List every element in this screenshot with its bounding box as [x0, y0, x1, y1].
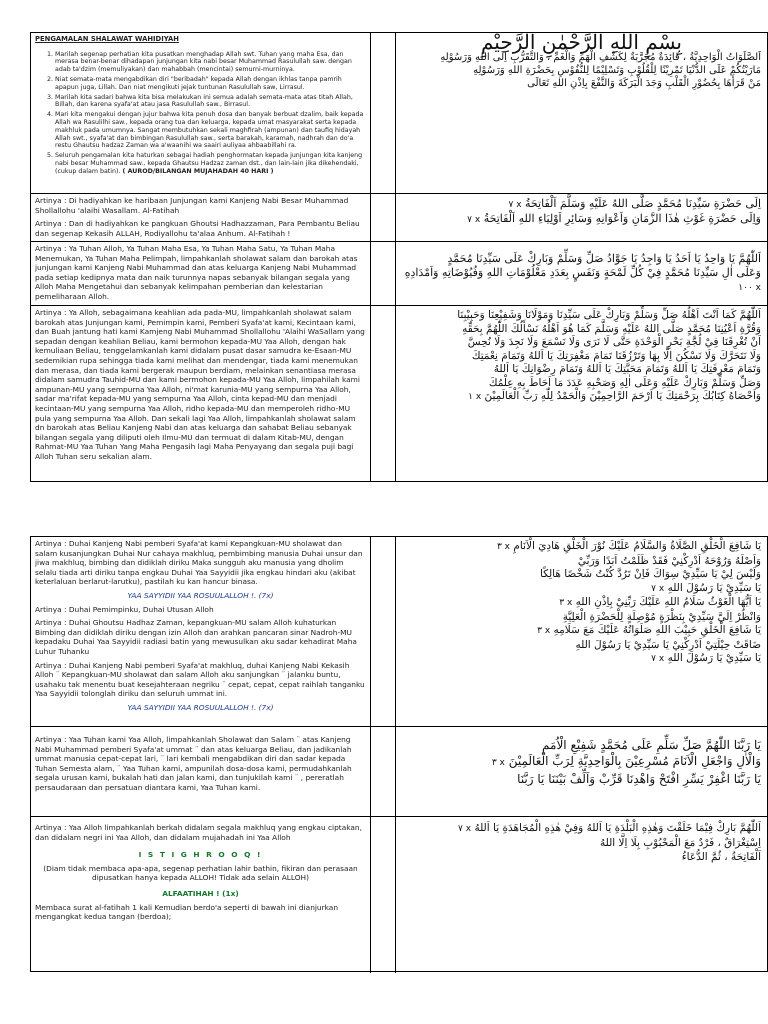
page-1-table: [30, 32, 768, 482]
artinya-2: Artinya : Ya Tuhan Alloh, Ya Tuhan Maha Esa, Ya Tuhan Maha Satu, Ya Tuhan Maha Menemukan, Ya Tuhan Maha Pelimpah, limpahkanlah sholawat salam dan barokah atas junjungan kami Kanjeng Nabi Muhammad dan atas keluarga Kanjeng Nabi Muhammad pada setiap kedipnya mata dan naik turunnya napas sebanyak bilangan segala yang Alloh Maha Mengetahui dan sebanyak kelimpahan pemberian dan kelestarian pemeliharaan Alloh.: [35, 244, 358, 301]
fatihah-cell: [31, 194, 371, 241]
intro-item-2: 2. Niat semata-mata mengabdikan diri "beribadah" kepada Allah dengan ikhlas tanpa pamrih apapun juga, Lillah. Dan niat mengikuti jejak tuntunan Rasulullah saw, Lirrasul.: [55, 76, 366, 92]
artinya-4b: Artinya : Duhai Pemimpinku, Duhai Utusan Alloh: [35, 604, 214, 614]
row-sholawat-2: [31, 306, 767, 481]
arabic-istighrooq: اَللّٰهُمَّ بَارِكْ فِيْمَا خَلَقْتَ وَهٰذِهِ الْبَلْدَةِ يَا اَللهُ وَفِيْ هٰذِهِ الْمُجَاهَدَةِ يَا اَللهُ x ٧ اِسْتِغْرَاقٌ ، فَرْدٌ مَعَ الْمَحْبُوْبِ بِلَا اِلَّا اللهُ اَلْفَاتِحَةُ ، ثُمَّ الدُّعَاءُ: [458, 822, 761, 863]
gap-cell: [371, 537, 396, 726]
row-nida: [31, 537, 767, 727]
arabic-doa-ummat: يَا رَبَّنَا اللّٰهُمَّ صَلِّ سَلِّمِ عَلَى مُحَمَّدٍ شَفِيْعِ الْاُمَمِ وَالْاٰلِ وَاجْعَلِ الْاَنَامَ مُسْرِعِيْنَ بِالْوَاحِدِيَّةِ لِرَبِّ الْعَالَمِيْنَ x ٣ يَا رَبَّنَا اغْفِرْ يَسِّرِ افْتَحْ وَاهْدِنَا قَرِّبْ وَاَلِّفْ بَيْنَنَا يَا رَبَّنَا: [491, 738, 761, 786]
arabic-fatihah: اِلَى حَضْرَةِ سَيِّدِنَا مُحَمَّدٍ صَلَّى اللهُ عَلَيْهِ وَسَلَّمَ اَلْفَاتِحَةُ x ٧ وَاِلَى حَضْرَةِ غَوْثِ هٰذَا الزَّمَانِ وَاَعْوَانِهِ وَسَائِرِ اَوْلِيَاءِ اللهِ اَلْفَاتِحَةُ x ٧: [467, 197, 761, 225]
bismillah-text: بِسْمِ اللهِ الرَّحْمٰنِ الرَّحِيْمِ: [480, 33, 682, 54]
intro-item-4: 4. Mari kita mengakui dengan jujur bahwa kita penuh dosa dan banyak berbuat dzalim, baik kepada Allah wa Rasulilhi saw., kepada orang tua dan keluarga, kepada umat masyarakat serta kepada makhluk pada umumnya. Sangat membutuhkan sekali maghfirah (ampunan) dan taufiq hidayah Allah swt., syafa'at dan bimbingan Rasulullah saw., serta barakah, karamah, nadhrah dan do'a restu Ghautsu hadzaz Zaman wa a'waanihi wa saairi auliyaa ahbaabillahi ra.: [55, 111, 366, 150]
refrain-2: YAA SAYYIDII YAA ROSUULALLOH !. (7x): [127, 702, 274, 712]
alfaatihah-heading: ALFAATIHAH ! (1x): [162, 888, 239, 898]
row-fatihah: [31, 194, 767, 242]
arabic-sholawat-2: اَللّٰهُمَّ كَمَا اَنْتَ اَهْلُهُ صَلِّ وَسَلِّمْ وَبَارِكْ عَلَى سَيِّدِنَا وَمَوْلَانَا وَشَفِيْعِنَا وَحَبِيْبِنَا وَقُرَّةِ اَعْيُنِنَا مُحَمَّدٍ صَلَّى اللهُ عَلَيْهِ وَسَلَّمَ كَمَا هُوَ اَهْلُهُ نَسْأَلُكَ اللّٰهُمَّ بِحَقِّهِ اَنْ تُغْرِقَنَا فِيْ لُجَّةِ بَحْرِ الْوَحْدَةِ حَتَّى لَا نَرَى وَلَا نَسْمَعَ وَلَا نَجِدَ وَلَا نُحِسَّ وَلَا نَتَحَرَّكَ وَلَا نَسْكُنَ اِلَّا بِهَا وَتَرْزُقَنَا تَمَامَ مَغْفِرَتِكَ يَا اَللهُ وَتَمَامَ نِعْمَتِكَ وَتَمَامَ مَعْرِفَتِكَ يَا اَللهُ وَتَمَامَ مَحَبَّتِكَ يَا اَللهُ وَتَمَامَ رِضْوَانِكَ يَا اَللهُ وَصَلِّ وَسَلِّمْ وَبَارِكْ عَلَيْهِ وَعَلَى اٰلِهِ وَصَحْبِهِ عَدَدَ مَا اَحَاطَ بِهِ عِلْمُكَ وَاَحْصَاهُ كِتَابُكَ بِرَحْمَتِكَ يَا اَرْحَمَ الرَّاحِمِيْنَ وَالْحَمْدُ لِلّٰهِ رَبِّ الْعَالَمِيْنَ x ١: [457, 309, 761, 402]
row-istighrooq: [31, 817, 767, 973]
arabic-cell-2: [396, 194, 767, 241]
artinya-4a: Artinya : Duhai Kanjeng Nabi pemberi Syafa'at kami Kepangkuan-MU sholawat dan salam kusanjungkan Duhai Nur cahaya makhluq, pembimbing manusia Duhai unsur dan jiwa makhluq, bimbing dan didiklah diriku Maka sungguh aku manusia yang dholim selalu tiada arti diriku tanpa engkau Duhai Yaa Sayyidii jika engkau hindari aku (akibat keterlaluan berlarut-larutku), pastilah ku kan hancur binasa.: [35, 539, 363, 587]
nida-cell: [31, 537, 371, 726]
intro-item-3: 3. Marilah kita sadari bahwa kita bisa melakukan ini semua adalah semata-mata atas titah Allah, Billah, dan karena syafa'at atau jasa Rasulullah saw., Birrasul.: [55, 94, 366, 110]
refrain-1: YAA SAYYIDII YAA ROSUULALLOH !. (7x): [127, 590, 274, 600]
artinya-3: Artinya : Ya Alloh, sebagaimana keahlian ada pada-MU, limpahkanlah sholawat salam barokah atas Junjungan kami, Pemimpin kami, Pemberi Syafa'at kami, Kecintaan kami, dan Buah jantung hati kami Kamjeng Nabi Muhammad Shollallohu 'Alaihi WaSallam yang sepadan dengan keahlian Beliau, kami bermohon kepada-MU Yaa Alloh, dengan hak kemuliaan Beliau, tenggelamkanlah kami didalam pusat dasar samudra ke-Esaan-MU sedemikian rupa sehingga tiada kami melihat dan mendengar, tiada kami menemukan dan merasa, dan tiada kami bergerak maupun berdiam, melainkan senantiasa merasa didalam samudra Tauhid-MU dan kami bermohon kepada-MU Yaa Alloh, limpahilah kami ampunan-MU yang sempurna Yaa Alloh, ni'mat karunia-MU yang sempurna Yaa Alloh, sadar ma'rifat kepada-MU yang sempurna Yaa Alloh, cinta kepad-MU dan menjadi kecintaan-MU yang sempurna Yaa Alloh, ridho kepada-MU dan memperoleh ridho-MU pula yang sempurna Yaa Alloh. Dan sekali lagi Yaa Alloh, limpahkanlah sholawat salam dn barokah atas Beliau Kanjeng Nabi dan atas keluarga dan sahabat Beliau sebanyak bilangan segala yang diliputi oleh Ilmu-MU dan termuat di dalam Kitab-MU, dengan Rahmat-MU Yaa Tuhan Yang Maha Pengasih lagi Maha Penyayang dan segala puji bagi Alloh Tuhan seru sekalian alam.: [35, 308, 365, 461]
gap-cell: [371, 306, 396, 481]
artinya-4d: Artinya : Duhai Kanjeng Nabi pemberi Syafa'at makhluq, duhai Kanjeng Nabi Kekasih Alloh ¨ Kepangkuan-MU sholawat dan salam Alloh aku sanjungkan ¨ jalanku buntu, usahaku tak menentu buat kesejahteraan negriku ¨ cepat, cepat, cepat raihlah tanganku Yaa Sayyidii tolonglah diriku dan seluruh ummat ini.: [35, 660, 365, 699]
gap-cell: [371, 194, 396, 241]
sholawat-1-cell: [31, 242, 371, 305]
istighrooq-cell: [31, 817, 371, 973]
intro-item-5: 5. Seluruh pengamalan kita haturkan sebagai hadiah penghormatan kepada junjungan kita kanjeng nabi besar Muhammad saw., kepada Ghautsu Hadzaz zaman dst., dan lain-lain jika dikehendaki, (cukup dalam batin). ( AUROD/BILANGAN MUJAHADAH 40 HARI ): [55, 152, 366, 175]
artinya-1b: Artinya : Dan di hadiyahkan ke pangkuan Ghoutsi Hadhazzaman, Para Pembantu Beliau dan segenap Kekasih ALLAH, Rodiyallohu ta'alaa Anhum. Al-Fatihah !: [35, 219, 360, 238]
doa-ummat-cell: [31, 727, 371, 816]
arabic-cell-1: [396, 33, 767, 193]
intro-list: [35, 51, 366, 176]
row-doa-ummat: [31, 727, 767, 817]
arabic-cell-6: [396, 727, 767, 816]
arabic-nida: يَا شَافِعَ الْخَلْقِ الصَّلَاةُ وَالسَّلَامُ عَلَيْكَ نُوْرَ الْخَلْقِ هَادِيَ الْاَنَامِ x ٣ وَاَصْلَهُ وَرُوْحَهُ اَدْرِكْنِيْ فَقَدْ ظَلَمْتُ اَبَدًا وَرَبِّيْ وَلَيْسَ لِيْ يَا سَيِّدِيْ سِوَاكَ فَاِنْ تَرُدَّ كُنْتُ شَخْصًا هَالِكًا يَا سَيِّدِيْ يَا رَسُوْلَ اللهِ x ٧ يَا اَيُّهَا الْغَوْثُ سَلَامُ اللهِ عَلَيْكَ رَبِّنِيْ بِاِذْنِ اللهِ x ٣ وَانْظُرْ اِلَيَّ سَيِّدِيْ بِنَظْرَةٍ مُوْصِلَةٍ لِلْحَضْرَةِ الْعَلِيَّةِ يَا شَافِعَ الْخَلْقِ حَبِيْبَ اللهِ صَلَوَاتُهُ عَلَيْكَ مَعَ سَلَامِهِ x ٣ ضَاقَتْ حِيْلَتِيْ اَدْرِكْنِيْ يَا سَيِّدِيْ يَا رَسُوْلَ اللهِ يَا سَيِّدِيْ يَا رَسُوْلَ اللهِ x ٧: [496, 540, 761, 664]
row-sholawat-1: [31, 242, 767, 306]
artinya-5: Artinya : Yaa Tuhan kami Yaa Alloh, limpahkanlah Sholawat dan Salam ¨ atas Kanjeng Nabi Muhammad pemberi Syafa'at ummat ¨ dan atas keluarga Beliau, dan jadikanlah ummat manusia cepat-cepat lari, ¨ lari kembali mengabdikan diri dan sadar kepada Tuhan Semesta alam, ¨ Yaa Tuhan kami, ampunilah dosa-dosa kami, permudahkanlah segala urusan kami, bukalah hati dan jalan kami, dan tunjukilah kami ¨ , pereratlah persaudaraan dan persatuan diantara kami, Yaa Tuhan kami.: [35, 735, 352, 792]
artinya-1a: Artinya : Di hadiyahkan ke haribaan Junjungan kami Kanjeng Nabi Besar Muhammad Shollallohu 'alaihi Wasallam. Al-Fatihah: [35, 196, 349, 215]
gap-cell: [371, 727, 396, 816]
istighrooq-note: (Diam tidak membaca apa-apa, segenap perhatian lahir bathin, fikiran dan perasaan dipusatkan hanya kepada ALLOH! Tidak ada selain ALLOH): [43, 863, 358, 883]
intro-title: PENGAMALAN SHALAWAT WAHIDIYAH: [35, 35, 179, 43]
closing-text: Membaca surat al-fatihah 1 kali Kemudian berdo'a seperti di bawah ini dianjurkan mengangkat kedua tangan (berdoa);: [35, 902, 339, 922]
intro-cell: [31, 33, 371, 193]
arabic-sholawat-1: اَللّٰهُمَّ يَا وَاحِدُ يَا اَحَدُ يَا وَاجِدُ يَا جَوَّادُ صَلِّ وَسَلِّمْ وَبَارِكْ عَلَى سَيِّدِنَا مُحَمَّدٍ وَعَلَى اٰلِ سَيِّدِنَا مُحَمَّدٍ فِيْ كُلِّ لَمْحَةٍ وَنَفَسٍ بِعَدَدِ مَعْلُوْمَاتِ اللهِ وَفُيُوْضَاتِهِ وَاَمْدَادِهِ x ١٠٠: [404, 252, 761, 293]
aurod-note: ( AUROD/BILANGAN MUJAHADAH 40 HARI ): [122, 167, 274, 175]
artinya-4c: Artinya : Duhai Ghoutsu Hadhaz Zaman, kepangkuan-MU salam Alloh kuhaturkan Bimbing dan didiklah diriku dengan izin Alloh dan arahkan pancaran sinar Nadroh-MU kepadaku Duhai Yaa Sayyidii radiasi batin yang mewusulkan aku sadar kehadirat Maha Luhur Tuhanku: [35, 618, 357, 656]
istighrooq-heading: I S T I G H R O O Q !: [138, 850, 263, 860]
arabic-cell-4: [396, 306, 767, 481]
page-2-table: [30, 536, 768, 972]
sholawat-2-cell: [31, 306, 371, 481]
artinya-6: Artinya : Yaa Alloh limpahkanlah berkah didalam segala makhluq yang engkau ciptakan, dan didalam negri ini Yaa Alloh, dan didalam mujahadah ini Yaa Alloh: [35, 823, 362, 842]
arabic-cell-3: [396, 242, 767, 305]
arabic-intro-text: اَلصَّلَوَاتُ الْوَاحِدِيَّةُ ، فَائِدَةٌ مُجَرَّبَةٌ لِكَشْفِ الْهَمِّ وَالْغَمِّ ، وَالتَّقَرُّبِ اِلَى اللهِ وَرَسُوْلِهِ مَارَيْتُكُمْ عَلَى الدُّنْيَا تَمْرِيْنًا لِلْقُلُوْبِ وَتَسْلِيْمًا لِلنُّفُوْسِ بِحَضْرَةِ اللهِ وَرَسُوْلِهِ مَنْ قَرَأَهَا بِحُضُوْرِ الْقَلْبِ وَجَدَ الْبَرَكَةَ وَالنَّفْعَ بِاِذْنِ اللهِ تَعَالَى: [440, 52, 761, 89]
row-intro: [31, 33, 767, 194]
gap-cell: [371, 817, 396, 973]
gap-cell: [371, 33, 396, 193]
arabic-cell-7: [396, 817, 767, 973]
intro-item-1: 1. Marilah segenap perhatian kita pusatkan menghadap Allah swt. Tuhan yang maha Esa, dan merasa benar-benar dihadapan junjungan kita nabi besar Muhammad Rasulullah saw. dengan adab ta'dzim (memuliyakan) dan mahabbah (mencintai) semurni-murninya.: [55, 51, 366, 74]
gap-cell: [371, 242, 396, 305]
arabic-cell-5: [396, 537, 767, 726]
